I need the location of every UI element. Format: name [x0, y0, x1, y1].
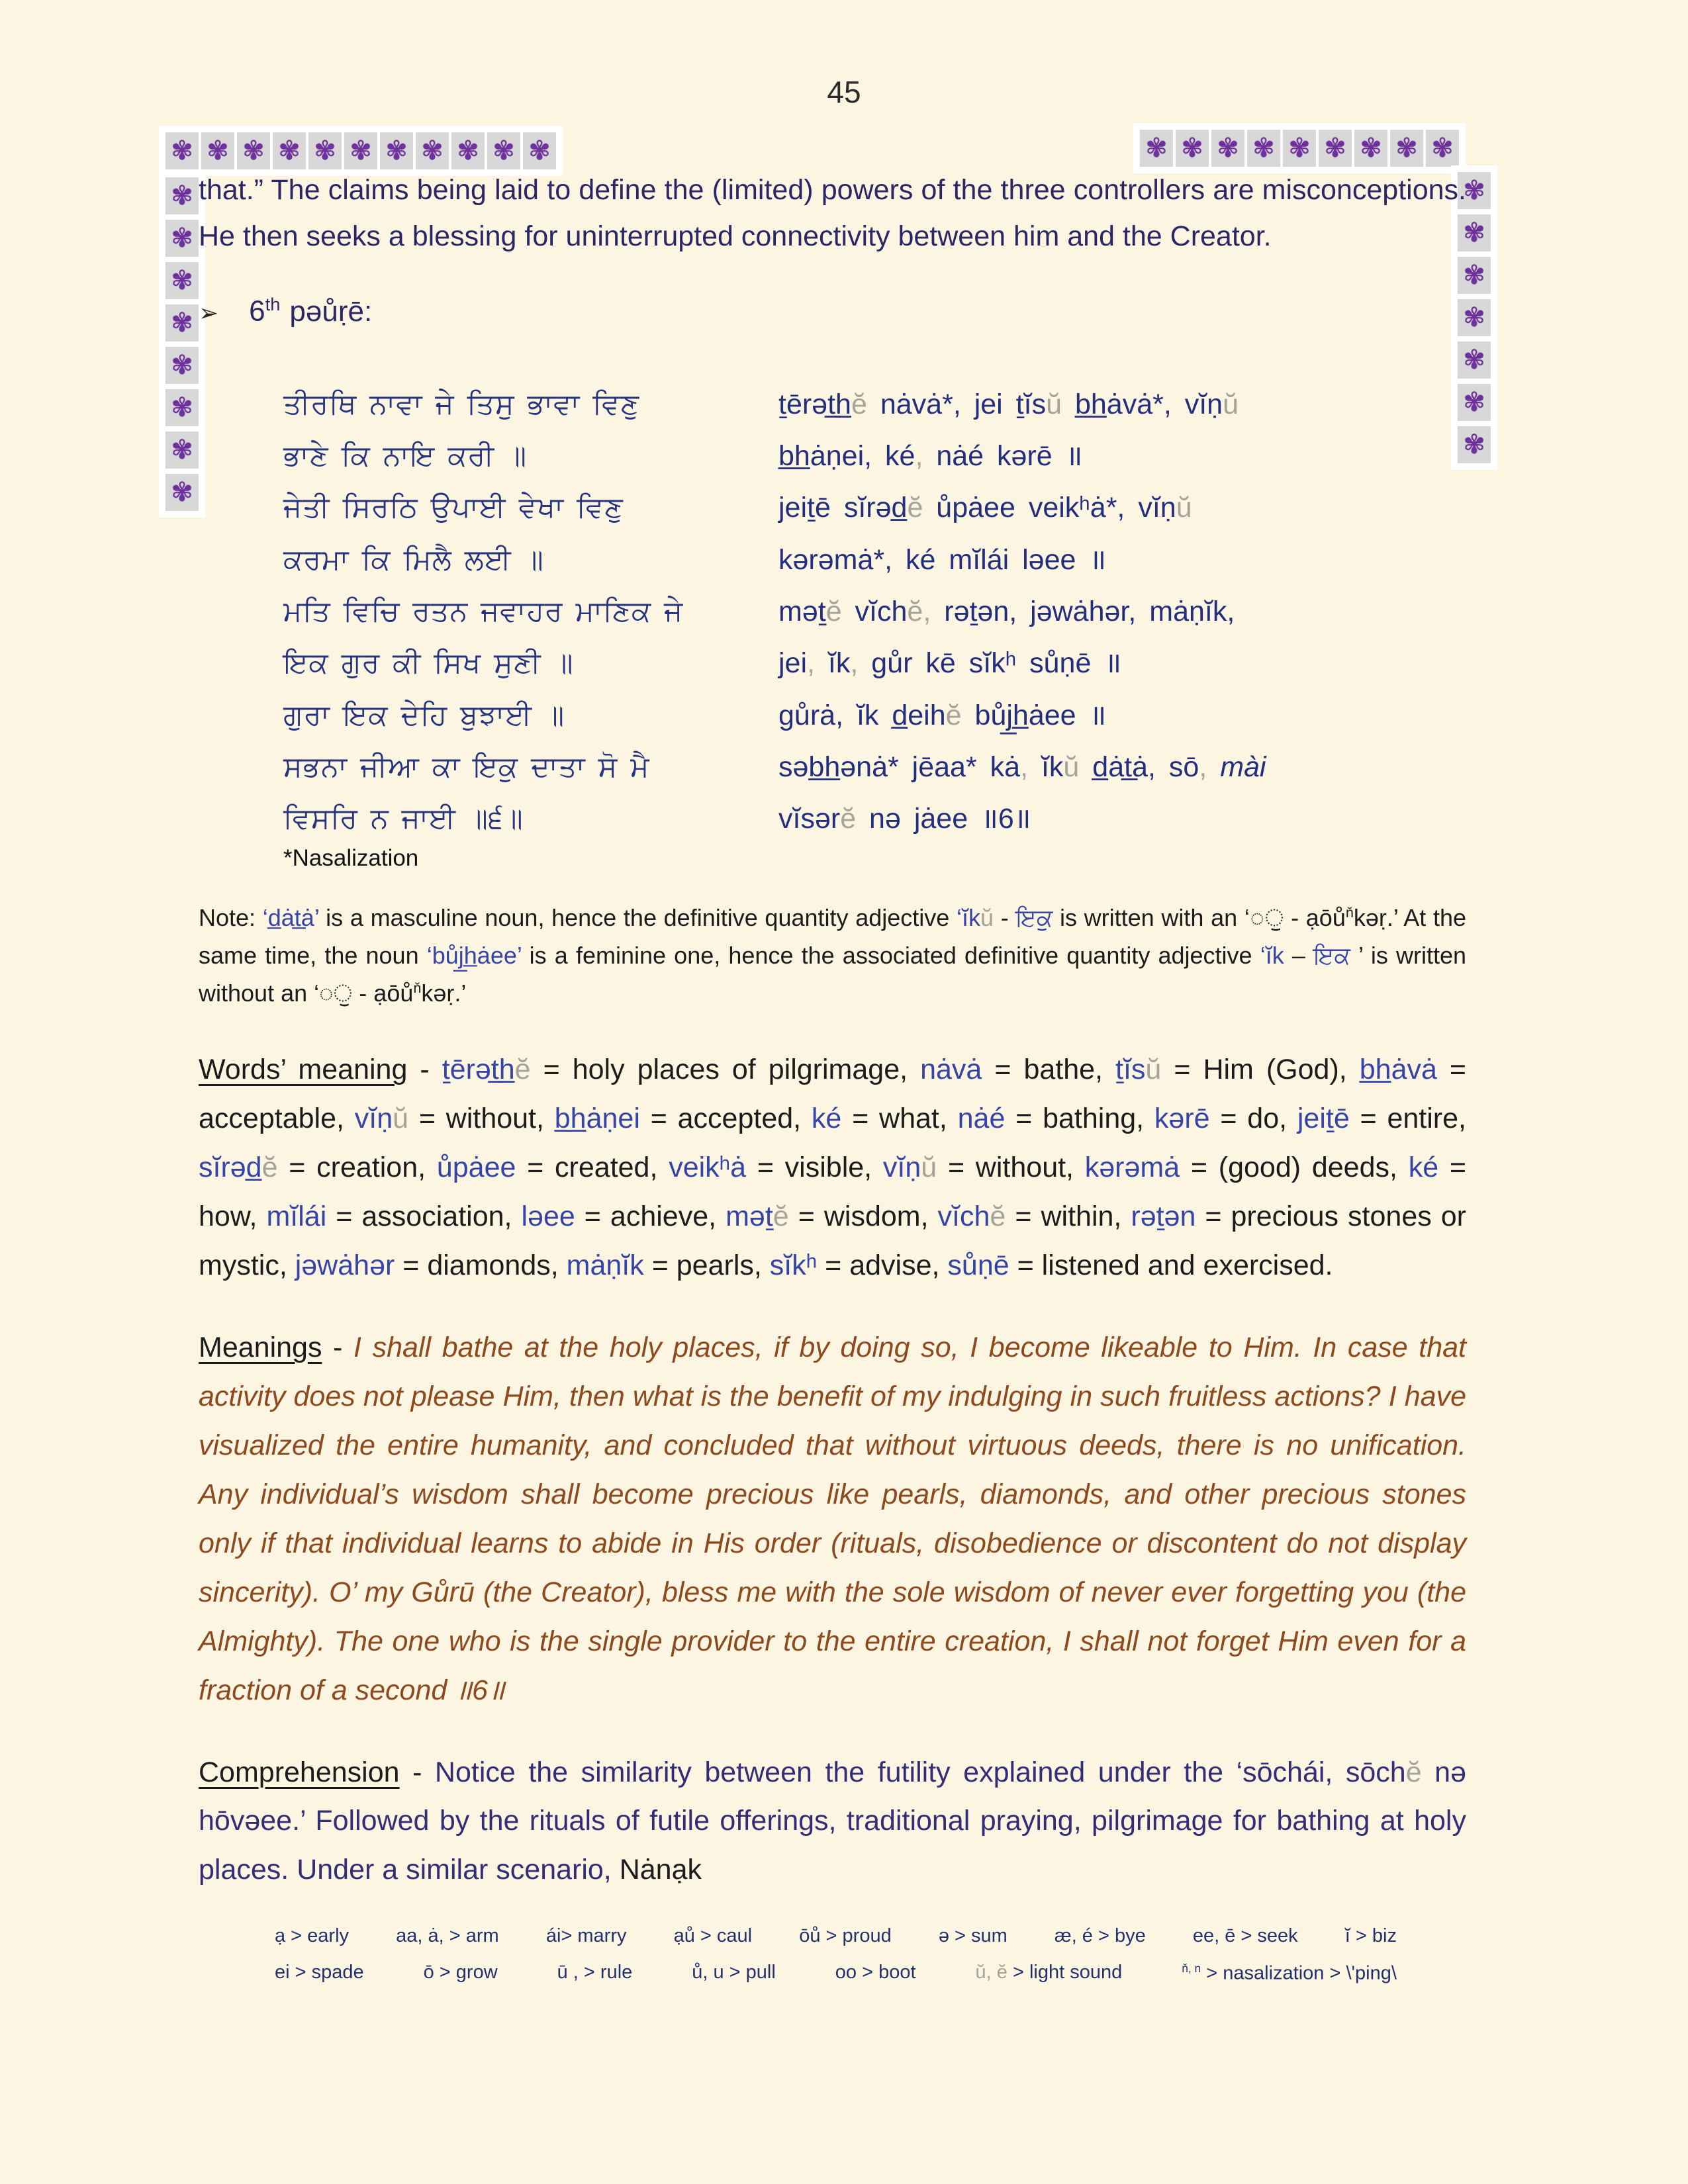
guide-item: ĭ > biz [1344, 1925, 1397, 1947]
arrow-bullet-icon: ➢ [199, 298, 219, 326]
flower-icon: ✾ [1390, 130, 1423, 167]
page-number: 45 [827, 75, 861, 109]
guide-item: ō > grow [423, 1962, 498, 1983]
flower-icon: ✾ [165, 220, 199, 257]
guide-item: ə > sum [938, 1925, 1008, 1947]
floral-border-top-right [1133, 123, 1466, 173]
guide-item: ū , > rule [557, 1962, 633, 1983]
page-content [199, 167, 1466, 1985]
flower-icon: ✾ [416, 132, 449, 169]
ordinal-suffix: th [265, 294, 281, 315]
flower-icon: ✾ [237, 132, 270, 169]
gurmukhi-line: ਇਕ ਗੁਰ ਕੀ ਸਿਖ ਸੁਣੀ ॥ [283, 647, 574, 680]
flower-icon: ✾ [165, 132, 199, 169]
flower-icon: ✾ [1247, 130, 1280, 167]
flower-icon: ✾ [1458, 341, 1491, 379]
paure-label: pəůṛē: [289, 295, 373, 328]
transliteration-line: b̲h̲ȧṇei, ké, nȧé kərē ॥ [778, 440, 1083, 473]
flower-icon: ✾ [1140, 130, 1173, 167]
transliteration-line: jeiṯē sĭrəd̲ĕ ůpȧee veikʰȧ*, vĭṇŭ [778, 492, 1192, 524]
transliteration-line: məṯĕ vĭchĕ, rəṯən, jəwȧhər, mȧṇĭk, [778, 596, 1235, 627]
flower-icon: ✾ [1319, 130, 1352, 167]
flower-icon: ✾ [1283, 130, 1316, 167]
flower-icon: ✾ [451, 132, 485, 169]
flower-icon: ✾ [1354, 130, 1387, 167]
gurmukhi-line: ਕਰਮਾ ਕਿ ਮਿਲੈ ਲਈ ॥ [283, 543, 544, 576]
gurmukhi-line: ਮਤਿ ਵਿਚਿ ਰਤਨ ਜਵਾਹਰ ਮਾਣਿਕ ਜੇ [283, 596, 684, 627]
flower-icon: ✾ [165, 474, 199, 511]
flower-icon: ✾ [344, 132, 377, 169]
flower-icon: ✾ [165, 432, 199, 469]
flower-icon: ✾ [165, 347, 199, 384]
transliteration-line: gůrȧ, ĭk d̲eihĕ bůj̲h̲ȧee ॥ [778, 699, 1107, 731]
flower-icon: ✾ [380, 132, 413, 169]
flower-icon: ✾ [165, 262, 199, 299]
pronunciation-guide-row-2 [275, 1962, 1397, 1985]
words-meaning-paragraph: Words’ meaning - ṯērət̲h̲ĕ = holy places of pilgrimage, nȧvȧ = bathe, ṯĭsŭ = Him (God), b̲h̲ȧvȧ = acceptable, vĭṇŭ = without, b̲h̲ȧṇei = accepted, ké = what, nȧé = bathing, kərē = do, jeiṯē = entire, sĭrəd̲ĕ = creation, ůpȧee = created, veikʰȧ = visible, vĭṇŭ = without, kərəmȧ = (good) deeds, ké = how, mĭlái = association, ləee = achieve, məṯĕ = wisdom, vĭchĕ = within, rəṯən = precious stones or mystic, jəwȧhər = diamonds, mȧṇĭk = pearls, sĭkʰ = advise, sůṇē = listened and exercised. [199, 1054, 1467, 1281]
guide-item: ů, u > pull [692, 1962, 776, 1983]
transliteration-line: ṯērət̲h̲ĕ nȧvȧ*, jei ṯĭsŭ b̲h̲ȧvȧ*, vĭṇŭ [778, 388, 1239, 420]
gurmukhi-line: ਸਭਨਾ ਜੀਆ ਕਾ ਇਕੁ ਦਾਤਾ ਸੋ ਮੈ [283, 751, 650, 783]
gurmukhi-line: ਜੇਤੀ ਸਿਰਠਿ ਉਪਾਈ ਵੇਖਾ ਵਿਣੁ [283, 492, 624, 524]
flower-icon: ✾ [1458, 257, 1491, 294]
nasalization-footnote: *Nasalization [283, 845, 419, 872]
flower-icon: ✾ [1458, 384, 1491, 421]
transliteration-line: jei, ĭk, gůr kē sĭkʰ sůṇē ॥ [778, 647, 1122, 680]
flower-icon: ✾ [523, 132, 556, 169]
gurmukhi-line: ਭਾਣੇ ਕਿ ਨਾਇ ਕਰੀ ॥ [283, 440, 528, 473]
flower-icon: ✾ [1458, 172, 1491, 209]
flower-icon: ✾ [165, 389, 199, 426]
intro-paragraph: that.” The claims being laid to define the (limited) powers of the three controllers are misconceptions. He then seeks a blessing for uninterrupted connectivity between him and the Creator. [199, 174, 1466, 253]
flower-icon: ✾ [1458, 426, 1491, 463]
flower-icon: ✾ [1426, 130, 1459, 167]
verse-block [283, 389, 1466, 835]
flower-icon: ✾ [1458, 214, 1491, 251]
guide-item: aa, ȧ, > arm [396, 1925, 499, 1947]
flower-icon: ✾ [487, 132, 520, 169]
transliteration-line: kərəmȧ*, ké mĭlái ləee ॥ [778, 543, 1107, 576]
guide-item: ei > spade [275, 1962, 364, 1983]
guide-item: ạů > caul [673, 1925, 753, 1947]
gurmukhi-line: ਗੁਰਾ ਇਕ ਦੇਹਿ ਬੁਝਾਈ ॥ [283, 699, 565, 731]
flower-icon: ✾ [308, 132, 342, 169]
guide-item: $^{ň, n}$ > nasalization > \'ping\ [1182, 1962, 1397, 1985]
guide-item: ạ > early [275, 1925, 350, 1947]
note-paragraph: Note: ‘d̲ȧt̲ȧ’ is a masculine noun, hence the definitive quantity adjective ‘ĭkŭ - ਇਕੁ is written with an ‘◌ੁ - ạōů$^ň$kəṛ.’ At the same time, the noun ‘bůj̲h̲ȧee’ is a feminine one, hence the associated definitive quantity adjective ‘ĭk – ਇਕ ’ is written without an ‘◌ੁ - ạōů$^ň$kəṛ.’ [199, 904, 1467, 1007]
flower-icon: ✾ [165, 304, 199, 341]
ordinal-number: 6 [249, 295, 265, 328]
guide-item: ái> marry [545, 1925, 627, 1947]
guide-item: ōů > proud [799, 1925, 892, 1947]
guide-item: ee, ē > seek [1192, 1925, 1298, 1947]
paure-ordinal [249, 294, 280, 328]
flower-icon: ✾ [201, 132, 234, 169]
gurmukhi-line: ਵਿਸਰਿ ਨ ਜਾਈ ॥੬॥ [283, 803, 524, 835]
flower-icon: ✾ [1458, 299, 1491, 336]
guide-item: æ, é > bye [1054, 1925, 1146, 1947]
pronunciation-guide [199, 1925, 1466, 1985]
flower-icon: ✾ [1211, 130, 1244, 167]
meanings-paragraph: Meanings - I shall bathe at the holy places, if by doing so, I become likeable to Him. In case that activity does not please Him, then what is the benefit of my indulging in such fruitless actions? I have visualized the entire humanity, and concluded that without virtuous deeds, there is no unification. Any individual’s wisdom shall become precious like pearls, diamonds, and other precious stones only if that individual learns to abide in His order (rituals, disobedience or discontent do not display sincerity). O’ my Gůrū (the Creator), bless me with the sole wisdom of never ever forgetting you (the Almighty). The one who is the single provider to the entire creation, I shall not forget Him even for a fraction of a second ॥6॥ [199, 1331, 1467, 1706]
paure-heading [199, 294, 1466, 328]
transliteration-line: vĭsərĕ nə jȧee ॥6॥ [778, 803, 1031, 835]
pronunciation-guide-row-1 [275, 1925, 1397, 1947]
guide-item: oo > boot [835, 1962, 916, 1983]
transliteration-line: səb̲h̲ənȧ* jēaa* kȧ, ĭkŭ d̲ȧt̲ȧ, sō, mài [778, 751, 1266, 783]
guide-item: ŭ, ĕ > light sound [975, 1962, 1123, 1983]
comprehension-paragraph: Comprehension - Notice the similarity between the futility explained under the ‘sōchái, sōchĕ nə hōvəee.’ Followed by the rituals of futile offerings, traditional praying, pilgrimage for bathing at holy places. Under a similar scenario, Nȧnạk [199, 1756, 1466, 1886]
gurmukhi-line: ਤੀਰਥਿ ਨਾਵਾ ਜੇ ਤਿਸੁ ਭਾਵਾ ਵਿਣੁ [283, 388, 640, 420]
flower-icon: ✾ [273, 132, 306, 169]
flower-icon: ✾ [1176, 130, 1209, 167]
flower-icon: ✾ [165, 177, 199, 214]
